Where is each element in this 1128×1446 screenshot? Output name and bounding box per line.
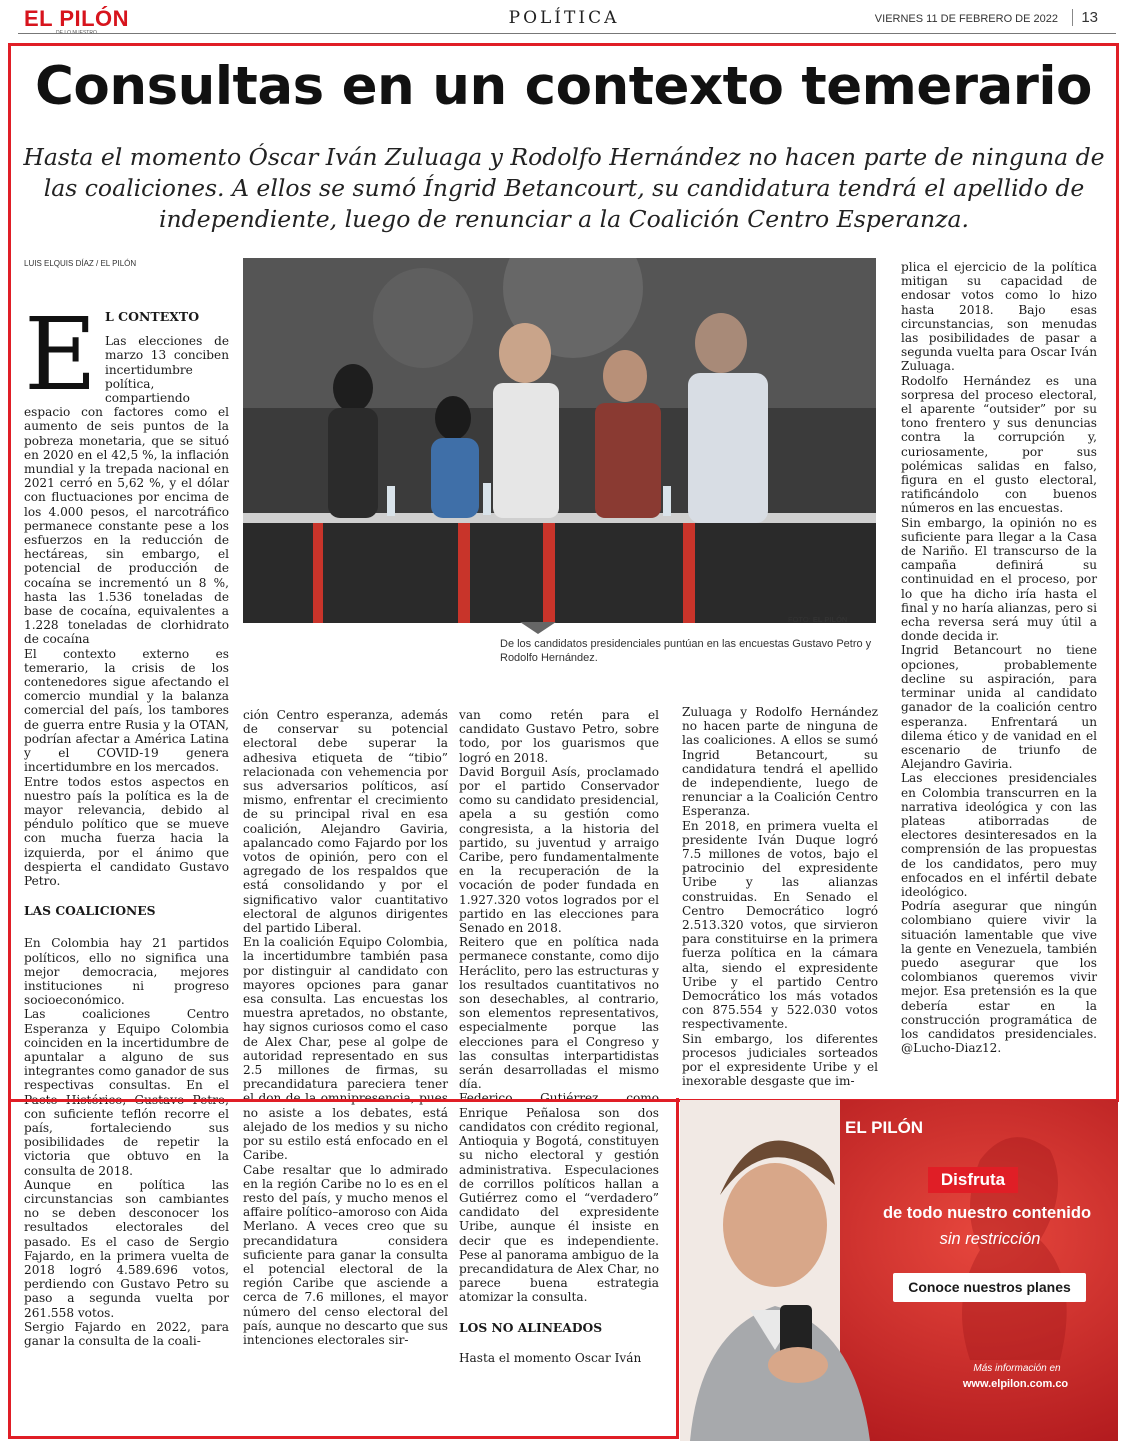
article-photo[interactable] (243, 258, 876, 623)
ad-info-text: Más información en (973, 1363, 1061, 1374)
photo-credit-source: EL PILÓN (812, 615, 848, 624)
drop-cap: E (24, 296, 97, 413)
article-column-3 (459, 708, 659, 1365)
paragraph: Sin embargo, los diferentes procesos judiciales sorteados por el expresidente Uribe y el inexorable desgaste que im- (682, 1031, 878, 1089)
photo-caption: De los candidatos presidenciales puntúan en las encuestas Gustavo Petro y Rodolfo Hernández. (500, 638, 872, 664)
paragraph: David Borguil Asís, proclamado por el partido Conservador como su candidato presidencial, apela a su gestión como congresista, a la historia del partido, su juventud y arraigo Caribe, pero fundamentalmente en la recuperación de la vocación de poder fundada en 1.927.320 votos logrados por el partido en las elecciones para Senado en 2018. (459, 764, 659, 936)
paragraph: Hasta el momento Oscar Iván (459, 1350, 642, 1365)
paragraph: Reitero que en política nada permanece constante, como dijo Heráclito, pero las estructuras y los resultados cuantitativos no son desechables, al contrario, son elementos representativos, especialmente porque las elecciones para el Congreso y las consultas interpartidistas serán desarrolladas el mismo día. (459, 935, 659, 1092)
photo-credit (788, 615, 847, 624)
paragraph: Rodolfo Hernández es una sorpresa del proceso electoral, el aparente “outsider” por su tono frentero y sus denuncias contra la corrupción y, curiosamente, por sus polémicas salidas en falso, figura en el gusto electoral, ratificándolo con buenos números en las encuestas. (901, 373, 1097, 516)
page-number: 13 (1072, 9, 1098, 26)
paragraph: Zuluaga y Rodolfo Hernández no hacen parte de ninguna de las coaliciones. A ellos se sumó Ingrid Betancourt, su candidatura tendrá el apellido de independiente, luego de renunciar a la Coalición Centro Esperanza. (682, 705, 878, 819)
paragraph: Aunque en política las circunstancias son cambiantes no se deben desconocer los resultados electorales del pasado. Es el caso de Sergio Fajardo, en la primera vuelta de 2018 logró 4.589.696 votos, perdiendo con Gustavo Petro su paso a segunda vuelta por 261.558 votos. (24, 1177, 229, 1320)
article-column-2 (243, 708, 448, 1347)
article-column-5 (901, 260, 1097, 1055)
section-heading-coaliciones: LAS COALICIONES (24, 903, 156, 919)
subscription-ad[interactable] (680, 1100, 1118, 1441)
paragraph: Federico Gutiérrez como Enrique Peñalosa son dos candidatos con crédito regional, Antioquia y Bogotá, constituyen su nicho electoral y gestión administrativa. Especulaciones de corrillos políticos hallan a Gutiérrez como el “verdadero” candidato del expresidente Uribe, aunque él insiste en decir que es independiente. Pese al panorama ambiguo de la precandidatura de Alex Char, no parece buena estrategia atomizar la consulta. (459, 1091, 659, 1305)
paragraph: Sergio Fajardo en 2022, para ganar la consulta de la coali- (24, 1319, 229, 1349)
article-byline: LUIS ELQUIS DÍAZ / EL PILÓN (24, 259, 137, 268)
ad-headline: de todo nuestro contenido (882, 1204, 1092, 1222)
debate-stage-illustration (243, 258, 876, 623)
paragraph: ción Centro esperanza, además de conservar su potencial electoral debe superar la adhesiva etiqueta de “tibio” relacionada con vehemencia por sus adversarios políticos, así mismo, enfrentar el crecimiento de su principal rival en esa coalición, Alejandro Gaviria, apalancado como Fajardo por los votos de opinión, pero con el agregado de los respaldos que está consolidando y por el significativo valor cuantitativo electoral de algunos dirigentes del partido Liberal. (243, 708, 448, 936)
ad-badge: Disfruta (928, 1167, 1018, 1193)
caption-arrow-icon (520, 622, 556, 634)
paragraph: El contexto externo es temerario, la crisis de los contenedores sigue afectando el comercio mundial y la balanza comercial del país, los tambores de guerra entre Rusia y la OTAN, podrían afectar a América Latina y el COVID-19 genera incertidumbre en los mercados. (24, 646, 229, 775)
issue-date: VIERNES 11 DE FEBRERO DE 2022 (874, 13, 1058, 25)
masthead-divider (18, 33, 1116, 34)
paragraph: En 2018, en primera vuelta el presidente Iván Duque logró 7.5 millones de votos, bajo el patrocinio del expresidente Uribe y las alianzas construidas. En Senado el Centro Democrático logró 2.513.320 votos, que sirvieron para constituirse en la primera fuerza política en la cámara alta, siendo el expresidente Uribe y el partido Centro Democrático los más votados con 875.554 y 522.030 votos respectivamente. (682, 818, 878, 1032)
ad-logo: EL PILÓN (845, 1118, 924, 1137)
paragraph: Ingrid Betancourt no tiene opciones, probablemente decline su aspiración, para terminar unida al candidato ganador de la coalición centro esperanza. Enfrentará un dilema ético y de vanidad en el escenario de triunfo de Alejandro Gaviria. (901, 643, 1097, 772)
paragraph: Podría asegurar que ningún colombiano quiere vivir la situación lamentable que vive la gente en Venezuela, también puedo asegurar que los colombianos queremos vivir mejor. Esa pretensión es la que debería estar en la construcción programática de los candidatos presidenciales. @Lucho-Diaz12. (901, 899, 1097, 1056)
article-headline: Consultas en un contexto temerario (35, 56, 1092, 117)
paragraph: van como retén para el candidato Gustavo Petro, sobre todo, por los guarismos que logró en 2018. (459, 708, 659, 765)
article-column-1 (24, 296, 229, 1349)
section-title: POLÍTICA (508, 8, 620, 28)
paragraph: plica el ejercicio de la política mitigan su capacidad de endosar votos como lo hizo hasta 2018. Bajo esas circunstancias, son menudas las posibilidades de pasar a segunda vuelta para Oscar Iván Zuluaga. (901, 260, 1097, 374)
masthead (0, 0, 1128, 42)
paragraph: En Colombia hay 21 partidos políticos, ello no significa una mejor democracia, mejores instituciones ni progreso socioeconómico. (24, 936, 229, 1008)
section-heading-contexto: L CONTEXTO (105, 309, 200, 324)
newspaper-logo[interactable]: EL PILÓN (24, 6, 130, 31)
paragraph: Las elecciones de marzo 13 conciben incertidumbre política, compartiendo espacio con factores como el aumento de seis puntos de la pobreza monetaria, que se situó en 2020 en el 42,5 %, la inflación mundial y la trepada nacional en 2021 cerró en 5,62 %, y el dólar con fluctuaciones por encima de los 4.000 pesos, el narcotráfico permanece constante pese a los esfuerzos en la reducción de hectáreas, sin embargo, el potencial de producción de cocaína se incrementó un 8 %, hasta las 1.536 toneladas de base de cocaína, equivalentes a 1.228 toneladas de clorhidrato de cocaína (24, 334, 229, 647)
section-heading-no-alineados: LOS NO ALINEADOS (459, 1319, 603, 1335)
ad-tagline: sin restricción (939, 1230, 1041, 1248)
paragraph: En la coalición Equipo Colombia, la incertidumbre también pasa por distinguir al candidato con mayores opciones para ganar esa consulta. Las encuestas los muestra apretados, no obstante, hay signos curiosos como el caso de Alex Char, pese al golpe de autoridad representado en sus 2.5 millones de firmas, su precandidatura pareciera tener el don de la omnipresencia, pues no asiste a los debates, está alejado de los medios y su nicho por su estilo está enfocado en el Caribe. (243, 935, 448, 1163)
photo-credit-label: FOTO: (788, 615, 811, 624)
ad-plans-button[interactable]: Conoce nuestros planes (893, 1273, 1086, 1302)
paragraph: Cabe resaltar que lo admirado en la región Caribe no lo es en el resto del país, y mucho menos el affaire político–amoroso con Aida Merlano. A veces creo que su precandidatura considera suficiente para ganar la consulta el potencial electoral de la región Caribe que asciende a cerca de 7.6 millones, el mayor número del censo electoral del país, aunque no descarto que sus intenciones electorales sir- (243, 1162, 448, 1347)
ad-website-link[interactable]: www.elpilon.com.co (962, 1378, 1069, 1390)
paragraph: Las coaliciones Centro Esperanza y Equipo Colombia coinciden en la incertidumbre de apuntalar a alguno de sus integrantes como ganador de sus respectivas consultas. En el Pacto Histórico, Gustavo Petro, con suficiente teflón recorre el país, fortaleciendo sus posibilidades de repetir la victoria que obtuvo en la consulta de 2018. (24, 1007, 229, 1178)
paragraph: Las elecciones presidenciales en Colombia transcurren en la narrativa ideológica y con las plateas atiborradas de electores desinteresados en la comprensión de las propuestas de los candidatos, pero muy enfocados en el infértil debate ideológico. (901, 771, 1097, 899)
article-subhead: Hasta el momento Óscar Iván Zuluaga y Rodolfo Hernández no hacen parte de ninguna de las coaliciones. A ellos se sumó Íngrid Betancourt, su candidatura tendrá el apellido de independiente, luego de renunciar a la Coalición Centro Esperanza. (23, 143, 1105, 233)
paragraph: Entre todos estos aspectos en nuestro país la política es la de mayor relevancia, debido al péndulo político que se mueve con mucha fuerza hacia la izquierda, por el ánimo que despierta el candidato Gustavo Petro. (24, 774, 229, 888)
article-column-4 (682, 705, 878, 1088)
paragraph: Sin embargo, la opinión no es suficiente para llegar a la Casa de Nariño. El transcurso de la campaña definirá su continuidad en el proceso, por lo que ha dicho iría hasta el final y no haría alianzas, pero si echa reversa será muy útil a donde decida ir. (901, 515, 1097, 644)
